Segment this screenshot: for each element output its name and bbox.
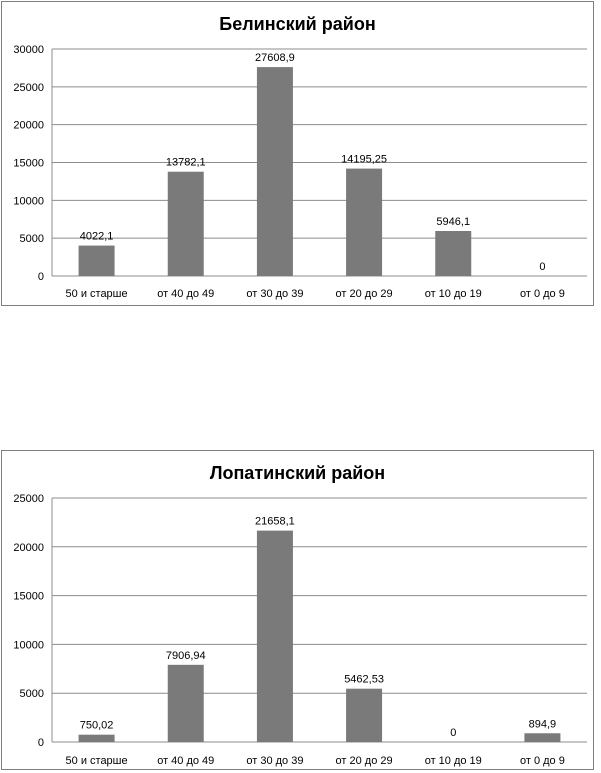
lopatinsky-y-tick-label: 20000 xyxy=(13,541,44,554)
lopatinsky-data-label: 5462,53 xyxy=(344,673,384,686)
belinsky-category-label: от 20 до 29 xyxy=(335,288,393,300)
lopatinsky-category-label: от 0 до 9 xyxy=(519,755,565,767)
lopatinsky-data-label: 894,9 xyxy=(528,718,557,731)
lopatinsky-y-tick-label: 5000 xyxy=(19,688,44,701)
belinsky-data-label: 4022,1 xyxy=(79,230,114,243)
belinsky-y-tick-label: 10000 xyxy=(13,195,44,208)
belinsky-category-label: от 0 до 9 xyxy=(519,288,565,300)
belinsky-y-tick-label: 5000 xyxy=(19,233,44,246)
lopatinsky-bar xyxy=(79,735,115,742)
lopatinsky-category-label: 50 и старше xyxy=(65,755,128,767)
belinsky-category-label: от 30 до 39 xyxy=(246,288,304,300)
chart-lopatinsky-svg xyxy=(2,451,593,769)
lopatinsky-data-label: 21658,1 xyxy=(255,515,295,528)
belinsky-y-tick-label: 25000 xyxy=(13,81,44,94)
lopatinsky-bar xyxy=(168,665,204,742)
belinsky-y-tick-label: 20000 xyxy=(13,119,44,132)
belinsky-title: Белинский район xyxy=(219,14,376,34)
belinsky-bar xyxy=(168,172,204,276)
belinsky-data-label: 14195,25 xyxy=(341,153,388,166)
lopatinsky-title: Лопатинский район xyxy=(209,463,386,483)
lopatinsky-category-label: от 10 до 19 xyxy=(424,755,482,767)
chart-belinsky xyxy=(1,1,594,306)
lopatinsky-category-label: от 30 до 39 xyxy=(246,755,304,767)
belinsky-category-label: от 40 до 49 xyxy=(157,288,215,300)
belinsky-data-label: 13782,1 xyxy=(165,156,206,169)
lopatinsky-y-tick-label: 15000 xyxy=(13,590,44,603)
belinsky-data-label: 27608,9 xyxy=(255,52,295,65)
lopatinsky-y-tick-label: 0 xyxy=(37,737,44,749)
belinsky-y-tick-label: 15000 xyxy=(13,157,44,170)
belinsky-bar xyxy=(435,231,471,276)
lopatinsky-data-label: 7906,94 xyxy=(165,649,206,662)
belinsky-category-label: от 10 до 19 xyxy=(424,288,482,300)
lopatinsky-data-label: 0 xyxy=(450,727,457,739)
belinsky-bar xyxy=(79,246,115,276)
belinsky-y-tick-label: 30000 xyxy=(13,44,44,56)
chart-belinsky-svg xyxy=(2,2,593,305)
lopatinsky-bar xyxy=(524,733,560,742)
lopatinsky-category-label: от 20 до 29 xyxy=(335,755,393,767)
lopatinsky-y-tick-label: 25000 xyxy=(13,493,44,505)
belinsky-data-label: 5946,1 xyxy=(436,216,471,229)
lopatinsky-bar xyxy=(346,689,382,742)
lopatinsky-data-label: 750,02 xyxy=(79,719,114,732)
belinsky-bar xyxy=(257,67,293,276)
lopatinsky-bar xyxy=(257,531,293,742)
belinsky-bar xyxy=(346,169,382,276)
lopatinsky-category-label: от 40 до 49 xyxy=(157,755,215,767)
belinsky-category-label: 50 и старше xyxy=(65,288,128,300)
chart-lopatinsky xyxy=(1,450,594,770)
belinsky-data-label: 0 xyxy=(539,261,546,273)
lopatinsky-y-tick-label: 10000 xyxy=(13,639,44,652)
belinsky-y-tick-label: 0 xyxy=(37,271,44,283)
